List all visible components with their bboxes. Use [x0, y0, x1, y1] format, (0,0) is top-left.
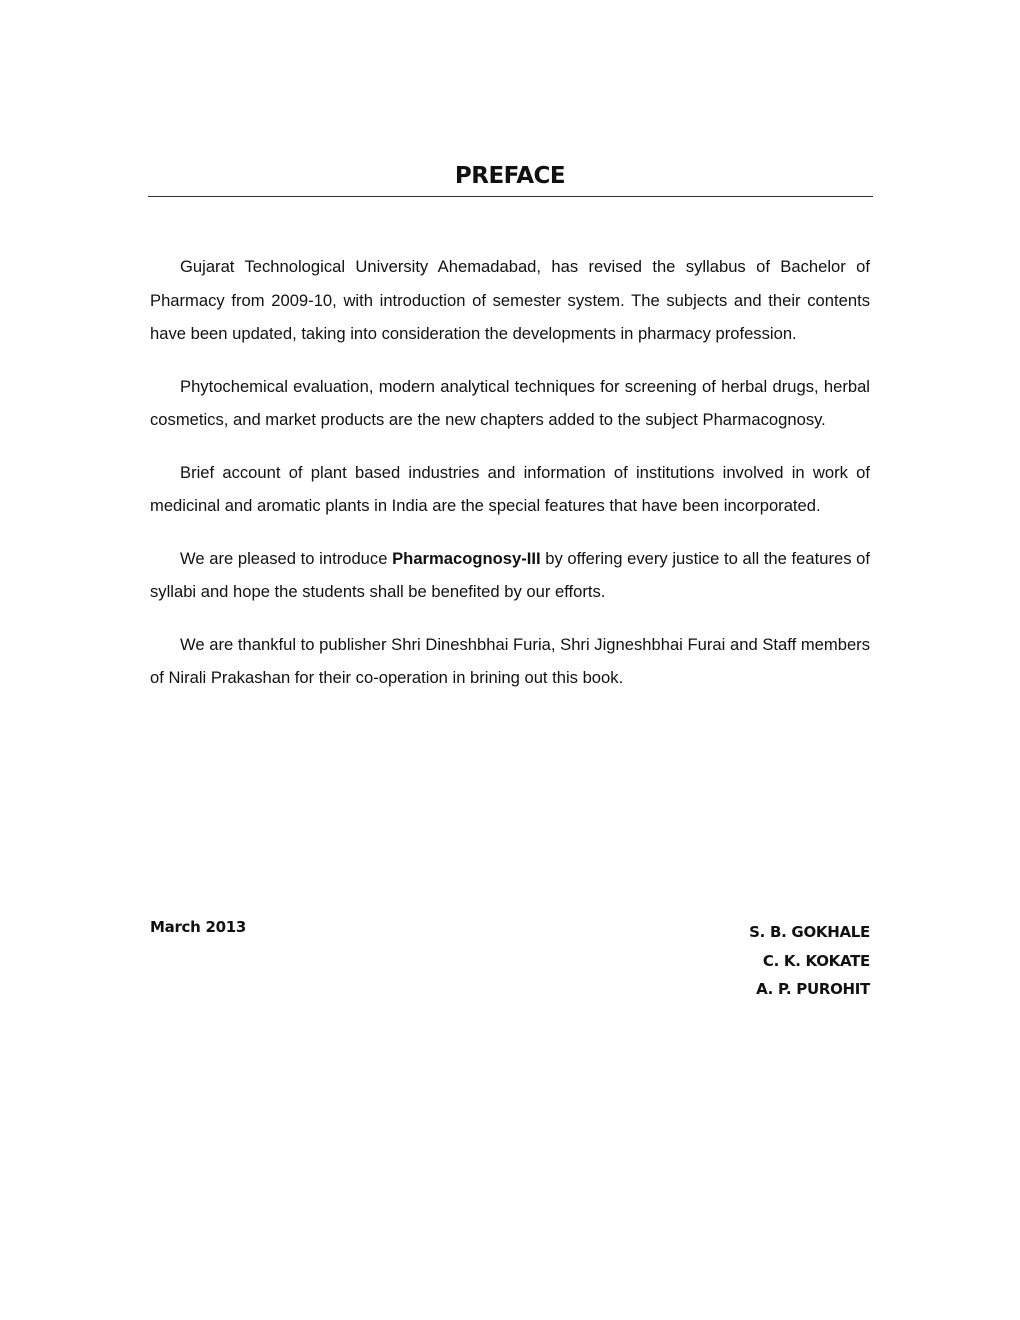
paragraph: Brief account of plant based industries and information of institutions involved in work of medicinal and aromatic plants in India are the special features that have been incorporated. — [150, 462, 870, 515]
page-title: PREFACE — [454, 163, 566, 189]
title-divider — [148, 196, 873, 197]
author-list — [749, 918, 870, 1004]
paragraph — [150, 542, 870, 609]
preface-body — [150, 250, 870, 714]
paragraph-text: by offering every justice to all the features of syllabi and hope the students shall be benefited by our efforts. — [150, 548, 871, 601]
author-name: S. B. GOKHALE — [749, 923, 870, 941]
paragraph: Phytochemical evaluation, modern analytical techniques for screening of herbal drugs, herbal cosmetics, and market products are the new chapters added to the subject Pharmacognosy. — [150, 376, 870, 429]
author-name: A. P. PUROHIT — [756, 980, 870, 998]
preface-date: March 2013 — [150, 918, 246, 936]
book-title: Pharmacognosy-III — [392, 548, 541, 568]
paragraph: Gujarat Technological University Ahemadabad, has revised the syllabus of Bachelor of Pharmacy from 2009-10, with introduction of semester system. The subjects and their contents have been updated, taking into consideration the developments in pharmacy profession. — [150, 257, 870, 343]
paragraph: We are thankful to publisher Shri Dineshbhai Furia, Shri Jigneshbhai Furai and Staff members of Nirali Prakashan for their co-operation in brining out this book. — [150, 634, 870, 687]
author-name: C. K. KOKATE — [762, 951, 870, 970]
paragraph-text: We are pleased to introduce — [180, 548, 393, 568]
